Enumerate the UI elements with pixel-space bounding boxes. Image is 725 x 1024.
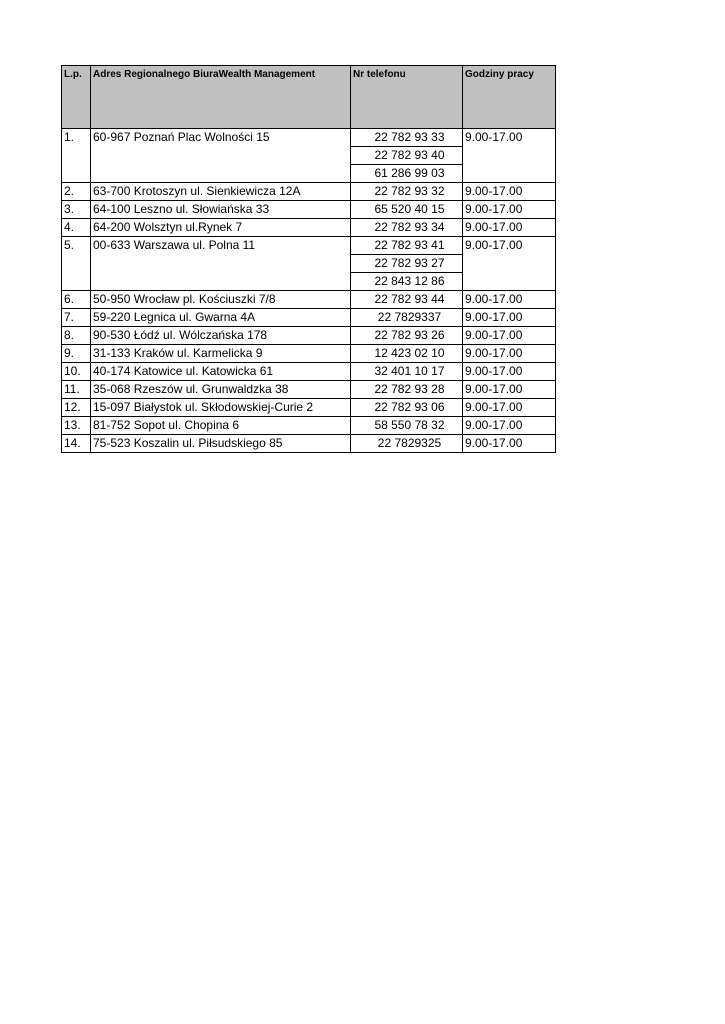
cell-hours: 9.00-17.00 [463, 327, 556, 345]
table-row [62, 381, 556, 399]
cell-hours: 9.00-17.00 [463, 381, 556, 399]
cell-lp: 11. [62, 381, 91, 399]
header-hours: Godziny pracy [463, 66, 556, 129]
table-row [62, 237, 556, 255]
cell-phone: 12 423 02 10 [351, 345, 463, 363]
table-row [62, 129, 556, 147]
offices-table [61, 65, 556, 453]
cell-address: 64-200 Wolsztyn ul.Rynek 7 [91, 219, 351, 237]
cell-hours: 9.00-17.00 [463, 219, 556, 237]
cell-address: 60-967 Poznań Plac Wolności 15 [91, 129, 351, 183]
cell-lp: 10. [62, 363, 91, 381]
header-row [62, 66, 556, 129]
cell-phone: 32 401 10 17 [351, 363, 463, 381]
cell-hours: 9.00-17.00 [463, 363, 556, 381]
cell-phone: 22 782 93 32 [351, 183, 463, 201]
cell-phone: 22 782 93 44 [351, 291, 463, 309]
header-address: Adres Regionalnego BiuraWealth Management [91, 66, 351, 129]
table-row [62, 399, 556, 417]
cell-phone: 22 782 93 26 [351, 327, 463, 345]
table-row [62, 327, 556, 345]
cell-lp: 12. [62, 399, 91, 417]
cell-lp: 1. [62, 129, 91, 183]
cell-phone: 22 782 93 27 [351, 255, 463, 273]
cell-phone: 22 7829337 [351, 309, 463, 327]
cell-lp: 3. [62, 201, 91, 219]
cell-phone: 65 520 40 15 [351, 201, 463, 219]
cell-lp: 14. [62, 435, 91, 453]
cell-address: 35-068 Rzeszów ul. Grunwaldzka 38 [91, 381, 351, 399]
cell-address: 50-950 Wrocław pl. Kościuszki 7/8 [91, 291, 351, 309]
cell-phone: 22 782 93 34 [351, 219, 463, 237]
cell-hours: 9.00-17.00 [463, 417, 556, 435]
cell-lp: 7. [62, 309, 91, 327]
cell-hours: 9.00-17.00 [463, 345, 556, 363]
table-body [62, 129, 556, 453]
cell-hours: 9.00-17.00 [463, 183, 556, 201]
cell-lp: 2. [62, 183, 91, 201]
cell-hours: 9.00-17.00 [463, 435, 556, 453]
cell-phone: 22 782 93 28 [351, 381, 463, 399]
cell-address: 75-523 Koszalin ul. Piłsudskiego 85 [91, 435, 351, 453]
cell-address: 40-174 Katowice ul. Katowicka 61 [91, 363, 351, 381]
cell-lp: 13. [62, 417, 91, 435]
cell-lp: 8. [62, 327, 91, 345]
cell-lp: 5. [62, 237, 91, 291]
table-row [62, 201, 556, 219]
cell-phone: 22 782 93 41 [351, 237, 463, 255]
table-row [62, 309, 556, 327]
table-row [62, 363, 556, 381]
header-lp: L.p. [62, 66, 91, 129]
cell-hours: 9.00-17.00 [463, 399, 556, 417]
cell-phone: 22 782 93 33 [351, 129, 463, 147]
cell-hours: 9.00-17.00 [463, 237, 556, 291]
cell-lp: 4. [62, 219, 91, 237]
cell-address: 59-220 Legnica ul. Gwarna 4A [91, 309, 351, 327]
cell-address: 31-133 Kraków ul. Karmelicka 9 [91, 345, 351, 363]
cell-hours: 9.00-17.00 [463, 291, 556, 309]
table-row [62, 291, 556, 309]
cell-hours: 9.00-17.00 [463, 129, 556, 183]
table-row [62, 435, 556, 453]
cell-address: 90-530 Łódź ul. Wólczańska 178 [91, 327, 351, 345]
cell-address: 81-752 Sopot ul. Chopina 6 [91, 417, 351, 435]
table-row [62, 417, 556, 435]
table-row [62, 219, 556, 237]
table-row [62, 183, 556, 201]
cell-phone: 61 286 99 03 [351, 165, 463, 183]
cell-hours: 9.00-17.00 [463, 201, 556, 219]
cell-hours: 9.00-17.00 [463, 309, 556, 327]
cell-lp: 9. [62, 345, 91, 363]
cell-phone: 22 843 12 86 [351, 273, 463, 291]
cell-phone: 22 782 93 40 [351, 147, 463, 165]
cell-lp: 6. [62, 291, 91, 309]
cell-phone: 22 782 93 06 [351, 399, 463, 417]
cell-address: 15-097 Białystok ul. Skłodowskiej-Curie 2 [91, 399, 351, 417]
cell-address: 63-700 Krotoszyn ul. Sienkiewicza 12A [91, 183, 351, 201]
cell-address: 00-633 Warszawa ul. Polna 11 [91, 237, 351, 291]
cell-phone: 22 7829325 [351, 435, 463, 453]
table-row [62, 345, 556, 363]
header-phone: Nr telefonu [351, 66, 463, 129]
cell-address: 64-100 Leszno ul. Słowiańska 33 [91, 201, 351, 219]
cell-phone: 58 550 78 32 [351, 417, 463, 435]
